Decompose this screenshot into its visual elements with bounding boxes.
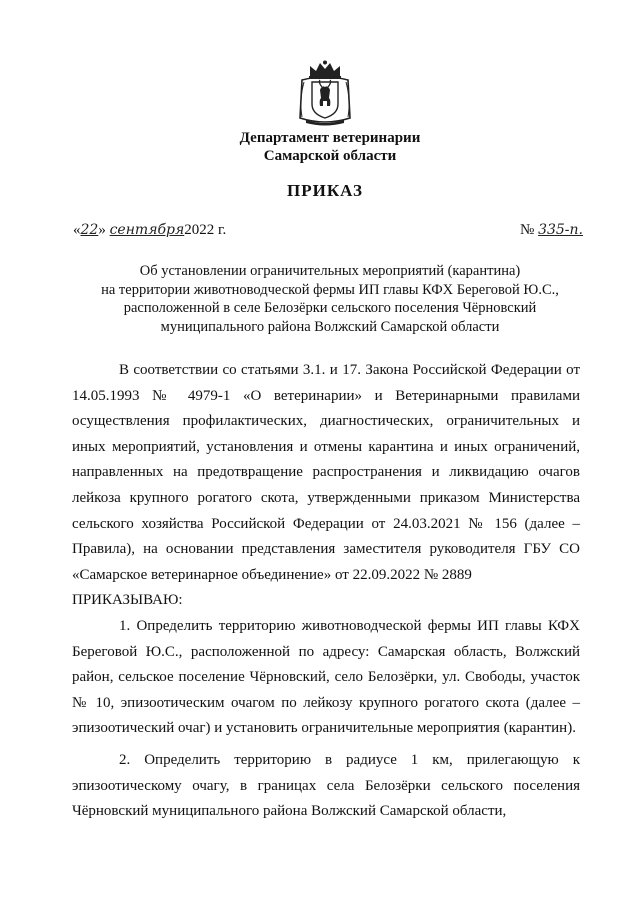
date-close-quote: » <box>98 222 106 238</box>
clause-1-paragraph: 1. Определить территорию животноводческой фермы ИП главы КФХ Береговой Ю.С., расположенной по адресу: Самарская область, Волжский район, сельское поселение Чёрновский, село Белозёрки, ул. Свободы, участок № 10, эпизоотическим очагом по лейкозу крупного рогатого скота (далее – эпизоотический очаг) и установить ограничительные мероприятия (карантин). <box>72 617 580 737</box>
subject-line: Об установлении ограничительных мероприятий (карантина) <box>139 263 521 279</box>
number-prefix: № <box>520 222 535 238</box>
order-date <box>73 222 226 239</box>
document-title: ПРИКАЗ <box>287 181 363 200</box>
order-subject <box>60 262 600 336</box>
department-name-line2: Самарской области <box>263 148 397 164</box>
preamble-paragraph: В соответствии со статьями 3.1. и 17. Закона Российской Федерации от 14.05.1993 № 4979-1 «О ветеринарии» и Ветеринарными правилами осуществления профилактических, диагностических, ограничительных и иных мероприятий, установления и отмены карантина и иных ограничений, направленных на предотвращение распространения и ликвидацию очагов лейкоза крупного рогатого скота, утвержденными приказом Министерства сельского хозяйства Российской Федерации от 24.03.2021 № 156 (далее – Правила), на основании представления заместителя руководителя ГБУ СО «Самарское ветеринарное объединение» от 22.09.2022 № 2889 <box>72 362 580 583</box>
subject-line: муниципального района Волжский Самарской области <box>160 318 500 335</box>
date-open-quote: « <box>73 222 81 238</box>
samara-coat-of-arms-icon <box>296 60 354 128</box>
date-day: 22 <box>80 222 99 238</box>
subject-line: расположенной в селе Белозёрки сельского поселения Чёрновский <box>123 300 537 316</box>
date-month: сентября <box>109 222 185 238</box>
subject-line: на территории животноводческой фермы ИП главы КФХ Береговой Ю.С., <box>101 281 559 298</box>
number-value: 335-п. <box>538 222 583 238</box>
order-body <box>72 358 580 825</box>
clause-2-paragraph: 2. Определить территорию в радиусе 1 км, прилегающую к эпизоотическому очагу, в границах села Белозёрки сельского поселения Чёрновский муниципального района Волжский Самарской области, <box>72 751 580 820</box>
date-year: 2022 г. <box>184 222 227 238</box>
department-name-line1: Департамент ветеринарии <box>239 130 421 146</box>
order-word: ПРИКАЗЫВАЮ: <box>72 592 183 609</box>
order-number <box>520 222 583 239</box>
